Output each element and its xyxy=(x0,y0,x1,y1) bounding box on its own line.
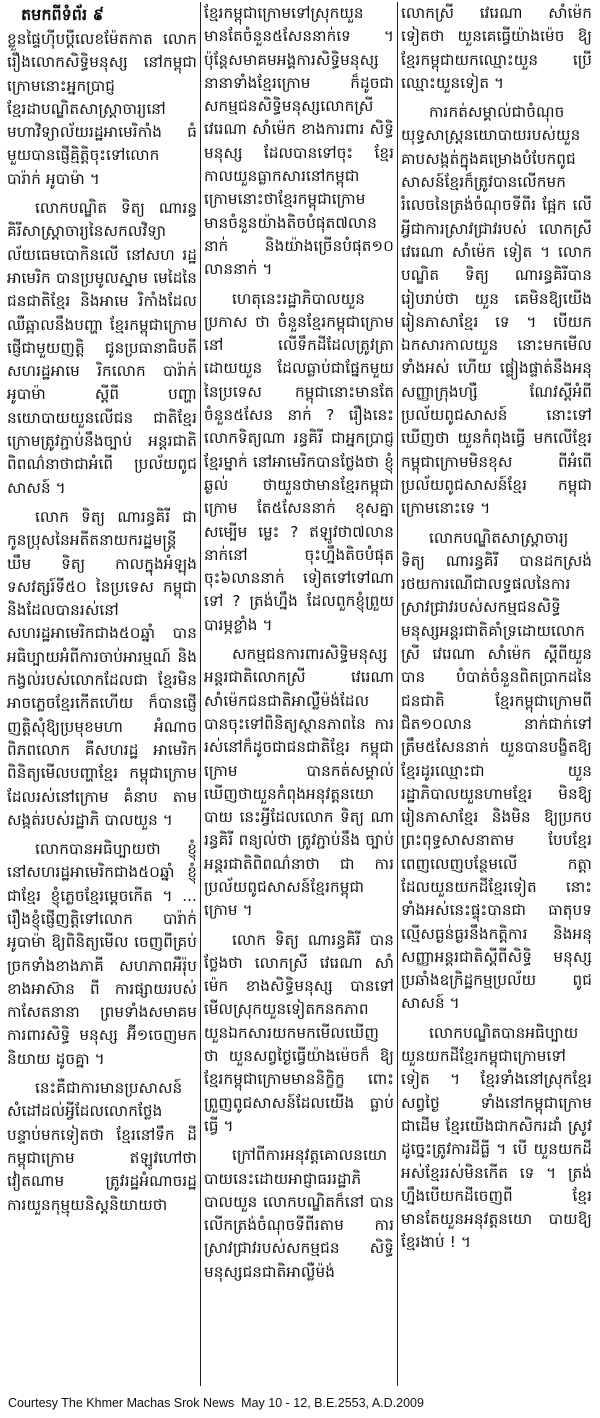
article-columns xyxy=(4,2,596,1386)
paragraph: លោកស្រី វេរេណា សាំម៉េក ទៀតថា យួនគេធ្វើយ៉ាងម៉េច ឱ្យខ្មែរកម្ពុជាយកឈ្មោះយួន ប្រើឈ្មោះយួនទៀត ។ xyxy=(401,4,592,92)
paragraph: ហេតុនេះរដ្ឋាភិបាលយួនប្រកាស ថា ចំនួនខ្មែរកម្ពុជាក្រោមនៅ លើទឹកដីដែលត្រូវត្រាដោយយួន ដែលធ្លាប់ជាផ្នែកមួយនៃប្រទេស កម្ពុជានោះមានតែចំនួន៥សែន នាក់ ? រឿងនេះលោកទិត្យណា រន្ធគិរី ជាអ្នកប្រាជ្ញខ្មែរម្នាក់ នៅអាមេរិកបានថ្លែងថា ខ្ញុំឆ្ងល់ ថាយួនថាមានខ្មែរកម្ពុជាក្រោម តែ៥សែននាក់ ខុសគ្នាសម្បើម ម្លេះ ? ឥឡូវថា៧លាននាក់នៅ ចុះហ្នឹងតិចបំផុតចុះ៦លាននាក់ ទៀតទៅទៅណាទៅ ? ត្រង់ហ្នឹង ដែលពួកខ្ញុំព្រួយបារម្ភខ្លាំង ។ xyxy=(204,289,394,634)
paragraph: សកម្មជនការពារសិទ្ធិមនុស្ស អន្តរជាតិលោកស្រី វេរេណា សាំម៉េកជនជាតិអាល្លឺម៉ង់ដែល បានចុះទៅពិនិត្យស្ថានភាពនៃ ការរស់នៅក៏ដូចជាជនជាតិខ្មែរ កម្ពុជាក្រោម បានកត់សម្គាល់ ឃើញថាយួនកំពុងអនុវត្តនយោ បាយ នេះអ្វីដែលលោក ទិត្យ ណារន្ធគិរី ពន្យល់ថា ត្រូវភ្ជាប់នឹង ច្បាប់អន្តរជាតិពិពណ៌នាថា ជា ការប្រល័យពូជសាសន៍ខ្មែរកម្ពុជា ក្រោម ។ xyxy=(204,645,394,920)
source-credit: Courtesy The Khmer Machas Srok News May 10 - 12, B.E.2553, A.D.2009 xyxy=(8,1396,424,1410)
paragraph: ការកត់សម្គាល់ជាចំណុច យុទ្ធសាស្ត្រនយោបាយរបស់យួន គាបសង្កត់ក្នុងគម្រោងបំបែកពូជ សាសន៍ខ្មែរក៏ត្រូវបានលើកមក រំលេចនៃត្រង់ចំណុចទីពីរ ផ្អែក លើអ្វីជាការស្រាវជ្រាវរបស់ លោកស្រី វេរេណា សាំម៉េក ទៀត ។ លោកបណ្ឌិត ទិត្យ ណារន្ធគិរីបានរៀបរាប់ថា យួន គេមិនឱ្យយើងរៀនភាសាខ្មែរ ទេ ។ បើយកឯកសារកាលយួន នោះមកមើលទាំងអស់ ហើយ ផ្ទៀងផ្ទាត់នឹងអនុសញ្ញាក្រុងហ្សឺ ណែវស្តីអំពីប្រល័យពូជសាសន៍ នោះទៅ ឃើញថា យួនកំពុងធ្វើ មកលើខ្មែរកម្ពុជាក្រោមមិនខុស ពីអំពើប្រល័យពូជសាសន៍ខ្មែរ កម្ពុជាក្រោមនោះទេ ។ xyxy=(401,103,592,518)
paragraph: ខ្មែរកម្ពុជាក្រោមទៅស្រុកយួន មានតែចំនួន៥សែននាក់ទេ ។ ប៉ុន្តែសមាគមអង្គការសិទ្ធិមនុស្ស នានាទាំងខ្មែរក្រោម ក៏ដូចជា សកម្មជនសិទ្ធិមនុស្សលោកស្រី វេរេណា សាំម៉េក ខាងការពារ សិទ្ធិមនុស្ស ដែលបានទៅចុះ ខ្មែរកាលយួនធ្លាកសារនៅកម្ពុជា ក្រោមនោះថាខ្មែរកម្ពុជាក្រោម មានចំនួនយ៉ាងតិចបំផុត៧លាន នាក់ និងយ៉ាងច្រើនបំផុត១០ លាននាក់ ។ xyxy=(204,4,394,279)
paragraph: លោក ទិត្យ ណារន្ធគិរី ជា កូនប្រុសនៃអតីតនាយករដ្ឋមន្ត្រី ឃឹម ទិត្យ កាលក្នុងអំឡុង ទសវត្សរ៍ទី៥០ នៃប្រទេស កម្ពុជា និងដែលបានរស់នៅ សហរដ្ឋអាមេរិកជាង៥០ឆ្នាំ បានអធិប្បាយអំពីការចាប់អារម្មណ៍ និងកង្វល់របស់លោកដែលជា ខ្មែរមិនអាចភ្លេចខ្មែរកើតហើយ ក៏បានផ្ញើញត្តិសុំឱ្យប្រមុខមហា អំណាចពិភពលោក គឺសហរដ្ឋ អាមេរិកពិនិត្យមើលបញ្ហាខ្មែរ កម្ពុជាក្រោមដែលរស់នៅក្រោម គំនាប តាមសង្កត់របស់រដ្ឋាភិ បាលយួន ។ xyxy=(7,507,197,829)
paragraph: លោកបានអធិប្បាយថា ខ្ញុំ នៅសហរដ្ឋអាមេរិកជាង៥០ឆ្នាំ ខ្ញុំជាខ្មែរ ខ្ញុំភ្លេចខ្មែរម្តេចកើត ។ ... រឿងខ្ញុំផ្ញើញត្តិទៅលោក បារ៉ាក់ អូបាម៉ា ឱ្យពិនិត្យមើល ចេញពីគ្រប់ច្រកទាំងខាងភាគី សហភាពអឺរ៉ុប ខាងអាស៊ាន ពី ការផ្សាយរបស់កាសែតនានា ព្រមទាំងសមាគមការពារសិទ្ធិ មនុស្ស អ៊ី១ចេញមកនិយាយ ដូចគ្នា ។ xyxy=(7,840,197,1068)
paragraph: លោក ទិត្យ ណារន្ធគិរី បាន ថ្លែងថា លោកស្រី វេរេណា សាំ ម៉េក ខាងសិទ្ធិមនុស្ស បានទៅ មើលស្រុកយួនទៀតកនកភាព យួនឯកសារយកមកមើលឃើញ ថា យួនសព្វថ្ងៃធ្វើយ៉ាងម៉េចក៏ ឱ្យខ្មែរកម្ពុជាក្រោមមាននិក្ខិក្ខ ពោះព្រួញពូជសាសន៍ដែលយើង ធ្លាប់ធ្វើ ។ xyxy=(204,930,394,1135)
paragraph: ខ្លួនផ្ទៃហ៊ីបប្តីលេខម៉ែតកាត លោករឿងលោកសិទ្ធិមនុស្ស នៅកម្ពុជាក្រោមនោះអ្នកប្រាជ្ញ ខ្មែរដាបណ្ឌិតសាស្ត្រាចារ្យនៅ មហាវិទ្យាល័យរដ្ឋអាមេរិកាំង ធំមួយបានផ្ញើគ្មិតិ្តចុះទៅលោក បារ៉ាក់ អូបាម៉ា ។ xyxy=(7,30,197,188)
paragraph: ក្រៅពីការអនុវត្តគោលនយោ បាយនេះដោយអាជ្ញាធររដ្ឋាភិ បាលយួន លោកបណ្ឌិតក៏នៅ បានលើកត្រង់ចំណុចទីពីរតាម ការស្រាវជ្រាវរបស់សកម្មជន សិទ្ធិមនុស្សជនជាតិអាល្លឺម៉ង់ xyxy=(204,1146,394,1281)
paragraph: លោកបណ្ឌិតសាស្ត្រាចារ្យ ទិត្យ ណារន្ធគិរី បានដកស្រង់ រថយការណើជាលទ្ធផលនៃការ ស្រាវជ្រាវរបស់សកម្មជនសិទ្ធិ មនុស្សអន្តរជាតិគាំទ្រដោយលោកស្រី វេរេណា សាំម៉េក ស្តីពីយួនបាន បំបាត់ចំនួនពិតប្រាកដនៃជនជាតិ ខ្មែរកម្ពុជាក្រោមពីជិត១០លាន នាក់ជាក់ទៅត្រឹម៥សែននាក់ យួនបានបង្ខិតឱ្យខ្មែរដូរឈ្មោះជា យួន រដ្ឋាភិបាលយួនហាមខ្មែរ មិនឱ្យរៀនភាសាខ្មែរ និងមិន ឱ្យប្រកបព្រះពុទ្ធសាសនាតាម បែបខ្មែរពេញលេញបន្ថែមលើ កត្តាដែលយួនយកដីខ្មែរទៀត នោះ ទាំងអស់នេះផ្ទុះបានជា ធាតុបទល្មើសធ្ងន់ធ្ងរនឹងកត្តិការ និងអនុសញ្ញាអន្តរជាតិស្តីពីសិទ្ធិ មនុស្សប្រឆាំងឧក្រិដ្ឋកម្មប្រល័យ ពូជសាសន៍ ។ xyxy=(401,528,592,1013)
article-column-3 xyxy=(398,2,595,1386)
article-column-2 xyxy=(201,2,398,1386)
article-column-1 xyxy=(4,2,201,1386)
paragraph: នេះគឺជាការមានប្រសាសន៍ សំដៅដល់អ្វីដែលលោកថ្លែង បន្ទាប់មកទៀតថា ខ្មែរនៅទឹក ដីកម្ពុជាក្រោម ឥឡូវហៅថា វៀតណាម ត្រូវរដ្ឋអំណាចរដ្ឋ ការយួនកុម្មុយនិស្តនិយាយថា xyxy=(7,1079,197,1214)
paragraph: លោកបណ្ឌិតបានអធិប្បាយ យួនយកដីខ្មែរកម្ពុជាក្រោមទៅ ទៀត ។ ខ្មែរទាំងនៅស្រុកខ្មែរ សព្វថ្ងៃ ទាំងនៅកម្ពុជាក្រោម ជាដើម ខ្មែរយើងជាកសិករដាំ ស្រូវ ដូច្នេះត្រូវការដីធ្លី ។ បើ យួនយកដីអស់ខ្មែររស់មិនកើត ទេ ។ ត្រង់ហ្នឹងបើយកដីចេញពី ខ្មែរ មានតែយួនអនុវត្តនយោ បាយឱ្យខ្មែរងាប់ ! ។ xyxy=(401,1023,592,1252)
continued-from-heading: តមកពីទំព័រ ៩ xyxy=(21,5,104,24)
paragraph: លោកបណ្ឌិត ទិត្យ ណារន្ធ គិរីសាស្ត្រាចារ្យនៃសកលវិទ្យា ល័យធេមបោកិនលើ នៅសហ រដ្ឋអាមេរិក បានប្រមូលស្នាម មេដៃនៃជនជាតិខ្មែរ និងអាមេ រិកាំងដែលឈឺឆ្អាលនឹងបញ្ហា ខ្មែរកម្ពុជាក្រោមផ្ញើជាមួយញត្តិ ជូនប្រធានាធិបតីសហរដ្ឋអាមេ រិកលោក បារ៉ាក់ អូបាម៉ា ស្តីពី បញ្ហានយោបាយយួនលើជន ជាតិខ្មែរក្រោមត្រូវភ្ជាប់នឹងច្បាប់ អន្តរជាតិ ពិពណ៌នាថាជាអំពើ ប្រល័យពូជសាសន៍ ។ xyxy=(7,199,197,497)
